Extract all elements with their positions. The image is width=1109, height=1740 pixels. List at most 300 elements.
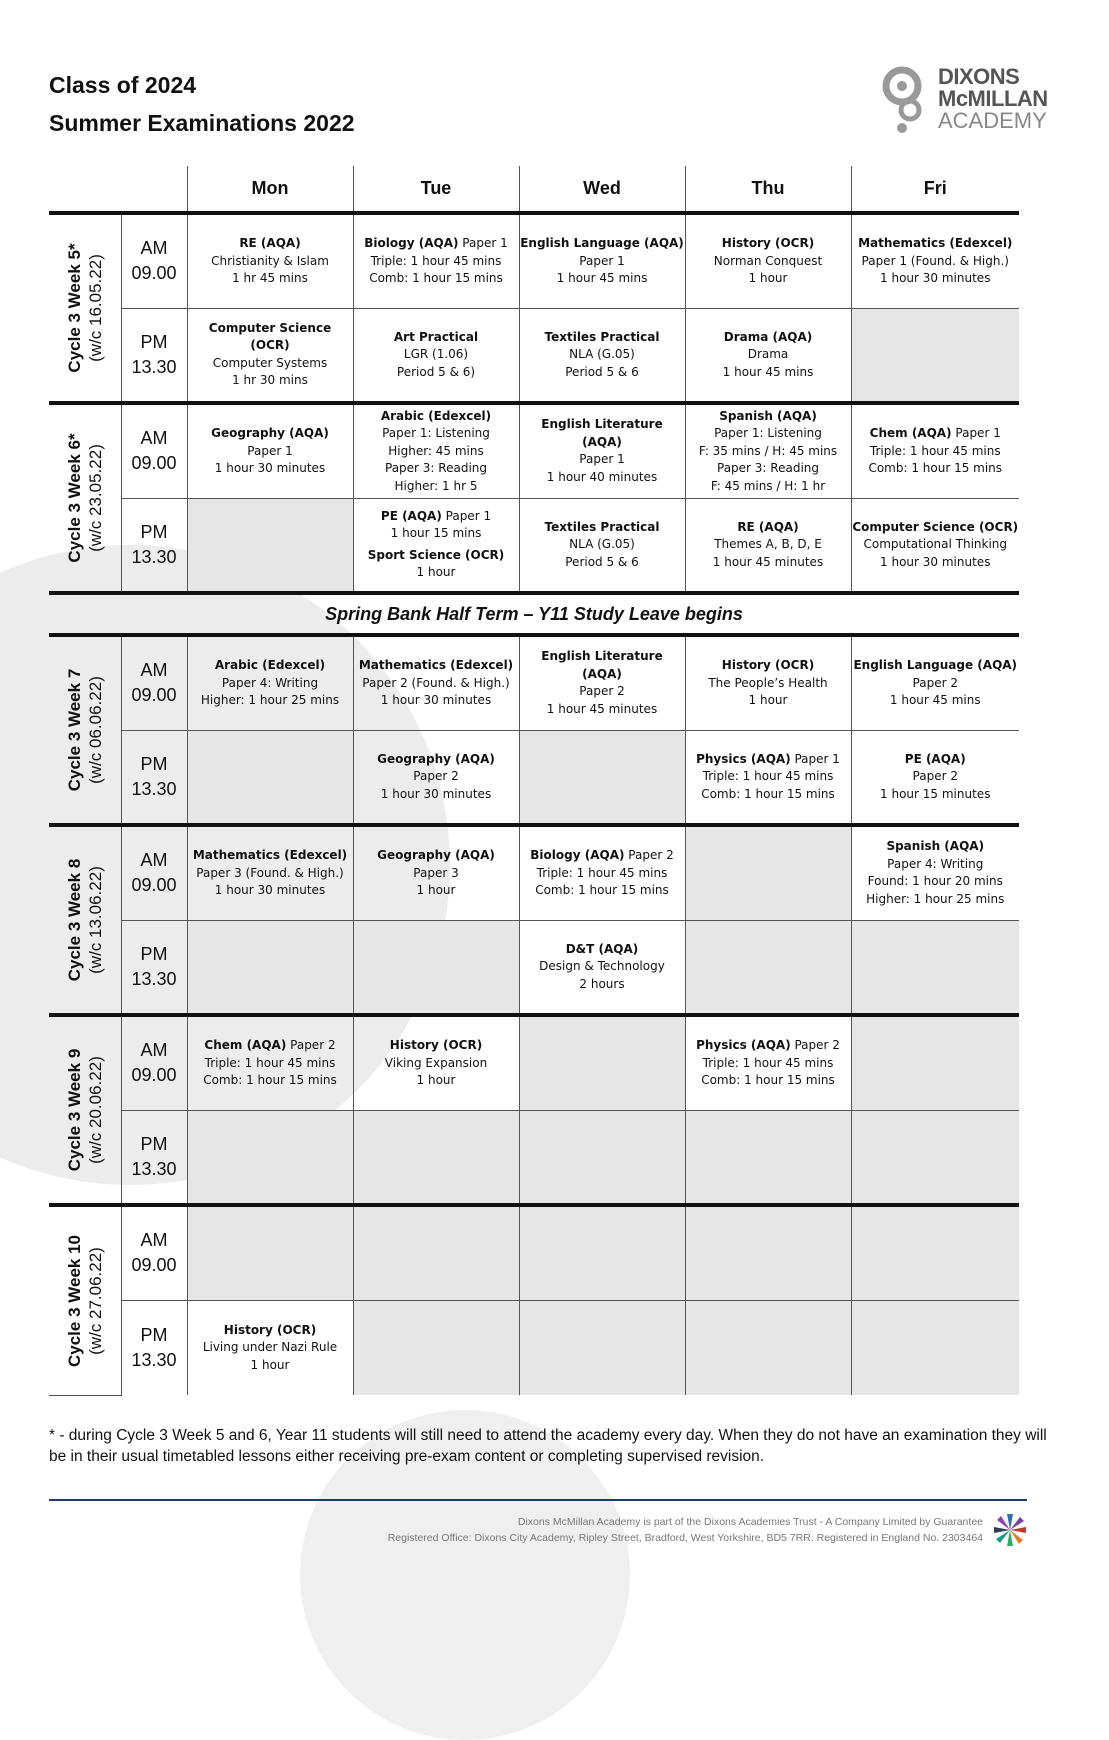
exam-detail: Comb: 1 hour 15 mins bbox=[701, 786, 835, 801]
separator-row bbox=[49, 593, 1019, 635]
am-row bbox=[49, 1015, 1019, 1110]
exam-detail: Comb: 1 hour 15 mins bbox=[868, 461, 1003, 475]
exam-paper: Paper 1 bbox=[790, 751, 840, 766]
exam-cell bbox=[851, 730, 1019, 825]
empty-cell bbox=[851, 1015, 1019, 1110]
exam-subject-line bbox=[520, 847, 685, 865]
exam-detail: Triple: 1 hour 45 mins bbox=[370, 253, 502, 268]
exam-cell bbox=[851, 635, 1019, 730]
exam-subject-line bbox=[354, 751, 519, 769]
exam-subject-line bbox=[354, 408, 519, 426]
exam-subject: Physics (AQA) bbox=[696, 751, 791, 766]
exam-cell bbox=[685, 498, 851, 593]
legal-line: Registered Office: Dixons City Academy, Ripley Street, Bradford, West Yorkshire, BD5 7RR. Registered in England No. 2303464 bbox=[387, 1532, 983, 1544]
exam-detail: 1 hour bbox=[748, 693, 788, 707]
slot-label: AM bbox=[140, 850, 168, 871]
exam-subject-line bbox=[188, 235, 353, 253]
day-header-row bbox=[49, 166, 1019, 213]
am-row bbox=[49, 825, 1019, 920]
exam-detail: 1 hour 30 minutes bbox=[880, 554, 991, 569]
pm-slot bbox=[121, 308, 187, 403]
day-header: Fri bbox=[851, 166, 1019, 213]
exam-subject: English Literature (AQA) bbox=[541, 417, 663, 449]
exam-cell bbox=[187, 825, 353, 920]
exam-cell bbox=[519, 635, 685, 730]
exam-subject-line bbox=[852, 519, 1020, 537]
week-title: Cycle 3 Week 5* bbox=[64, 243, 84, 373]
slot-label: AM bbox=[140, 1230, 168, 1251]
exam-subject-line bbox=[686, 519, 851, 537]
slot-time: 13.30 bbox=[131, 778, 177, 799]
week-label-cell bbox=[49, 825, 121, 1015]
exam-subject: Physics (AQA) bbox=[696, 1038, 791, 1052]
am-slot bbox=[121, 403, 187, 498]
slot-label: PM bbox=[140, 753, 168, 774]
slot-time: 09.00 bbox=[131, 1255, 177, 1276]
exam-subject: PE (AQA) bbox=[904, 751, 966, 766]
exam-cell bbox=[353, 403, 519, 498]
slot-time: 09.00 bbox=[131, 875, 177, 896]
exam-cell bbox=[851, 213, 1019, 308]
exam-subject-line bbox=[188, 657, 353, 675]
day-header: Thu bbox=[685, 166, 851, 213]
exam-detail: 1 hour 15 minutes bbox=[880, 786, 991, 801]
exam-detail: Triple: 1 hour 45 mins bbox=[536, 865, 668, 880]
week-commencing: (w/c 16.05.22) bbox=[85, 254, 105, 362]
empty-cell bbox=[685, 825, 851, 920]
exam-detail: 1 hour bbox=[416, 565, 456, 580]
exam-detail: 1 hour 45 minutes bbox=[712, 554, 824, 569]
week-title: Cycle 3 Week 6* bbox=[64, 433, 84, 563]
exam-detail: NLA (G.05) bbox=[569, 347, 635, 361]
exam-detail: Triple: 1 hour 45 mins bbox=[702, 1055, 834, 1070]
exam-subject-line bbox=[520, 235, 685, 253]
exam-cell bbox=[353, 825, 519, 920]
empty-cell bbox=[519, 1015, 685, 1110]
empty-cell bbox=[519, 730, 685, 825]
exam-cell bbox=[353, 213, 519, 308]
exam-cell bbox=[187, 308, 353, 403]
footer-divider bbox=[49, 1499, 1027, 1501]
exam-cell bbox=[685, 730, 851, 825]
exam-subject-line bbox=[686, 329, 851, 347]
week-commencing: (w/c 13.06.22) bbox=[85, 866, 105, 974]
empty-cell bbox=[353, 1300, 519, 1395]
am-row bbox=[49, 403, 1019, 498]
week-label-cell bbox=[49, 635, 121, 825]
exam-subject-line bbox=[852, 235, 1020, 253]
exam-detail: Higher: 1 hour 25 mins bbox=[866, 891, 1005, 906]
exam-cell bbox=[685, 308, 851, 403]
week-commencing: (w/c 20.06.22) bbox=[85, 1056, 105, 1164]
exam-detail: 1 hour bbox=[250, 1357, 290, 1372]
week-commencing: (w/c 06.06.22) bbox=[85, 676, 105, 784]
empty-cell bbox=[353, 1110, 519, 1205]
exam-subject: Mathematics (Edexcel) bbox=[358, 658, 514, 672]
exam-detail: Period 5 & 6) bbox=[396, 364, 476, 379]
empty-cell bbox=[187, 498, 353, 593]
exam-detail: Comb: 1 hour 15 mins bbox=[203, 1073, 337, 1087]
week-label-cell bbox=[49, 213, 121, 403]
exam-cell bbox=[685, 1015, 851, 1110]
exam-detail: Found: 1 hour 20 mins bbox=[867, 874, 1003, 889]
exam-detail: 1 hour bbox=[416, 883, 456, 897]
exam-paper: Paper 2 bbox=[790, 1038, 840, 1052]
exam-subject: Geography (AQA) bbox=[377, 751, 495, 766]
academy-logo-icon bbox=[880, 66, 936, 138]
exam-subject: RE (AQA) bbox=[239, 236, 301, 250]
slot-time: 09.00 bbox=[131, 1065, 177, 1086]
exam-detail: Paper 3: Reading bbox=[385, 461, 487, 475]
exam-subject-line bbox=[354, 508, 519, 526]
exam-detail: 1 hour 30 minutes bbox=[214, 461, 326, 475]
week-commencing: (w/c 27.06.22) bbox=[85, 1246, 105, 1355]
exam-detail: Paper 1: Listening bbox=[382, 426, 490, 440]
pm-row bbox=[49, 920, 1019, 1015]
exam-detail: Period 5 & 6 bbox=[565, 554, 639, 569]
exam-detail: Higher: 1 hr 5 bbox=[394, 478, 478, 493]
am-slot bbox=[121, 1205, 187, 1300]
am-row bbox=[49, 1205, 1019, 1300]
week-title: Cycle 3 Week 9 bbox=[64, 1048, 84, 1172]
half-term-banner: Spring Bank Half Term – Y11 Study Leave begins bbox=[49, 593, 1019, 635]
footnote: * - during Cycle 3 Week 5 and 6, Year 11 students will still need to attend the academy every day. When they do not have an examination they will be in their usual timetabled lessons either receiving pre-exam content or completing supervised revision. bbox=[49, 1427, 1047, 1465]
slot-label: PM bbox=[140, 943, 168, 964]
exam-subject-line bbox=[188, 1037, 353, 1055]
exam-subject: Chem (AQA) bbox=[204, 1038, 287, 1052]
exam-paper: Paper 2 bbox=[624, 848, 674, 862]
exam-subject-line bbox=[852, 751, 1020, 769]
exam-detail: Comb: 1 hour 15 mins bbox=[369, 271, 503, 285]
am-row bbox=[49, 635, 1019, 730]
week-label bbox=[64, 1049, 106, 1172]
week-title: Cycle 3 Week 7 bbox=[64, 668, 84, 792]
empty-cell bbox=[353, 920, 519, 1015]
exam-cell bbox=[353, 1015, 519, 1110]
empty-cell bbox=[187, 1110, 353, 1205]
exam-subject-line bbox=[852, 425, 1020, 443]
week-label bbox=[64, 1235, 106, 1367]
exam-detail: Viking Expansion bbox=[384, 1055, 488, 1070]
exam-subject: Arabic (Edexcel) bbox=[214, 658, 326, 672]
empty-cell bbox=[851, 1205, 1019, 1300]
exam-detail: Paper 1 (Found. & High.) bbox=[861, 253, 1009, 268]
exam-cell bbox=[851, 825, 1019, 920]
slot-label: PM bbox=[140, 331, 168, 352]
exam-cell bbox=[353, 498, 519, 593]
exam-detail: Paper 2 (Found. & High.) bbox=[362, 675, 510, 690]
exam-detail: Higher: 1 hour 25 mins bbox=[200, 693, 340, 707]
exam-detail: F: 45 mins / H: 1 hr bbox=[710, 478, 826, 493]
exam-detail: Paper 3: Reading bbox=[717, 461, 819, 475]
week-label bbox=[64, 243, 106, 372]
exam-subject: Geography (AQA) bbox=[211, 426, 329, 440]
exam-detail: Computational Thinking bbox=[863, 537, 1008, 551]
pm-slot bbox=[121, 1300, 187, 1395]
slot-time: 13.30 bbox=[131, 546, 177, 567]
slot-label: AM bbox=[140, 660, 168, 681]
exam-cell bbox=[519, 308, 685, 403]
exam-cell bbox=[353, 730, 519, 825]
slot-time: 13.30 bbox=[131, 1158, 177, 1179]
exam-subject-line bbox=[354, 847, 519, 865]
exam-subject: Biology (AQA) bbox=[530, 848, 625, 862]
week-label-cell bbox=[49, 1015, 121, 1205]
exam-subject-line bbox=[354, 329, 519, 347]
exam-detail: Paper 1 bbox=[247, 443, 293, 458]
exam-subject-line bbox=[354, 657, 519, 675]
pm-row bbox=[49, 1110, 1019, 1205]
exam-detail: Paper 2 bbox=[912, 675, 958, 690]
slot-time: 13.30 bbox=[131, 968, 177, 989]
exam-subject: History (OCR) bbox=[223, 1322, 317, 1337]
exam-detail: Drama bbox=[747, 347, 789, 361]
empty-cell bbox=[851, 1300, 1019, 1395]
exam-subject-line bbox=[852, 657, 1020, 675]
exam-detail: Triple: 1 hour 45 mins bbox=[204, 1055, 336, 1070]
exam-subject-line bbox=[686, 1037, 851, 1055]
pm-slot bbox=[121, 498, 187, 593]
exam-subject-line bbox=[520, 519, 685, 537]
exam-subject: Computer Science (OCR) bbox=[208, 320, 332, 353]
week-label bbox=[64, 669, 106, 792]
exam-subject-line bbox=[852, 838, 1020, 856]
am-slot bbox=[121, 213, 187, 308]
empty-cell bbox=[685, 1205, 851, 1300]
exam-detail: Paper 2 bbox=[579, 684, 625, 699]
exam-subject-line bbox=[520, 416, 685, 451]
slot-time: 09.00 bbox=[131, 685, 177, 706]
logo-text-dixons: DIXONS bbox=[938, 64, 1020, 89]
day-header: Tue bbox=[353, 166, 519, 213]
exam-subject: History (OCR) bbox=[721, 236, 815, 250]
slot-label: AM bbox=[140, 1040, 168, 1061]
exam-subject-line bbox=[188, 847, 353, 865]
exam-subject: Mathematics (Edexcel) bbox=[858, 236, 1013, 250]
pm-row bbox=[49, 730, 1019, 825]
empty-cell bbox=[685, 1300, 851, 1395]
exam-subject: English Literature (AQA) bbox=[541, 649, 663, 681]
exam-subject: Biology (AQA) bbox=[364, 236, 459, 250]
page-subtitle: Summer Examinations 2022 bbox=[49, 110, 355, 136]
exam-subject: Arabic (Edexcel) bbox=[380, 408, 492, 423]
exam-subject-line bbox=[686, 408, 851, 426]
exam-paper: Paper 1 bbox=[458, 236, 508, 250]
week-label bbox=[64, 433, 106, 562]
exam-detail: Paper 3 bbox=[413, 865, 459, 880]
slot-time: 09.00 bbox=[131, 263, 177, 284]
exam-detail: Norman Conquest bbox=[713, 253, 823, 268]
exam-detail: 1 hour 30 minutes bbox=[380, 786, 492, 801]
pm-row bbox=[49, 308, 1019, 403]
exam-subject-line bbox=[188, 1322, 353, 1340]
exam-detail: NLA (G.05) bbox=[569, 537, 635, 551]
exam-subject: Art Practical bbox=[393, 329, 479, 344]
exam-detail: Paper 3 (Found. & High.) bbox=[196, 865, 344, 880]
exam-cell bbox=[187, 213, 353, 308]
pm-row bbox=[49, 1300, 1019, 1395]
exam-subject: PE (AQA) bbox=[380, 508, 442, 523]
slot-label: AM bbox=[140, 238, 168, 259]
empty-cell bbox=[851, 308, 1019, 403]
exam-detail: Triple: 1 hour 45 mins bbox=[702, 769, 834, 783]
pm-slot bbox=[121, 1110, 187, 1205]
exam-subject: Geography (AQA) bbox=[377, 848, 495, 862]
empty-cell bbox=[519, 1205, 685, 1300]
legal-line: Dixons McMillan Academy is part of the Dixons Academies Trust - A Company Limited by Guarantee bbox=[517, 1516, 983, 1528]
slot-label: PM bbox=[140, 1133, 168, 1154]
exam-detail: 1 hour 15 mins bbox=[390, 526, 482, 541]
exam-subject: Spanish (AQA) bbox=[886, 839, 985, 854]
trust-star-icon bbox=[990, 1510, 1030, 1550]
exam-paper: Paper 1 bbox=[951, 426, 1001, 440]
exam-cell bbox=[187, 635, 353, 730]
exam-detail: Paper 2 bbox=[413, 769, 459, 783]
exam-detail: Paper 1 bbox=[579, 452, 625, 467]
exam-detail: Paper 4: Writing bbox=[221, 675, 319, 690]
exam-detail: 1 hour 30 minutes bbox=[214, 883, 326, 897]
exam-subject-line bbox=[686, 235, 851, 253]
exam-timetable bbox=[49, 166, 1019, 1396]
slot-time: 09.00 bbox=[131, 453, 177, 474]
exam-detail: Paper 1 bbox=[579, 253, 625, 268]
exam-subject: History (OCR) bbox=[721, 658, 815, 672]
exam-subject: Mathematics (Edexcel) bbox=[192, 848, 348, 862]
exam-cell bbox=[187, 403, 353, 498]
exam-cell bbox=[519, 498, 685, 593]
exam-subject: Spanish (AQA) bbox=[719, 408, 817, 423]
slot-time: 13.30 bbox=[131, 356, 177, 377]
exam-cell bbox=[685, 213, 851, 308]
week-title: Cycle 3 Week 8 bbox=[64, 858, 84, 982]
exam-cell bbox=[353, 308, 519, 403]
exam-detail: 1 hr 45 mins bbox=[232, 271, 308, 285]
exam-detail: The People’s Health bbox=[708, 675, 828, 690]
exam-paper: Paper 2 bbox=[286, 1038, 336, 1052]
week-commencing: (w/c 23.05.22) bbox=[85, 444, 105, 552]
page-title: Class of 2024 bbox=[49, 72, 197, 98]
exam-detail: 2 hours bbox=[579, 976, 625, 991]
exam-detail: Themes A, B, D, E bbox=[714, 537, 822, 551]
exam-detail: Triple: 1 hour 45 mins bbox=[869, 443, 1001, 458]
exam-detail: 1 hr 30 mins bbox=[232, 373, 308, 388]
exam-detail: Paper 4: Writing bbox=[887, 856, 984, 871]
am-row bbox=[49, 213, 1019, 308]
exam-cell bbox=[519, 825, 685, 920]
exam-subject: Textiles Practical bbox=[544, 519, 660, 534]
exam-detail: Paper 1: Listening bbox=[714, 426, 822, 440]
exam-detail: Higher: 45 mins bbox=[388, 443, 484, 458]
exam-subject-line bbox=[520, 941, 685, 959]
slot-time: 13.30 bbox=[131, 1349, 177, 1370]
academy-logo bbox=[880, 66, 1060, 146]
exam-detail: Design & Technology bbox=[539, 959, 665, 973]
pm-slot bbox=[121, 730, 187, 825]
slot-label: PM bbox=[140, 521, 168, 542]
exam-detail: 1 hour 30 minutes bbox=[380, 693, 492, 707]
empty-cell bbox=[519, 1110, 685, 1205]
exam-detail: Comb: 1 hour 15 mins bbox=[701, 1073, 835, 1087]
exam-subject: History (OCR) bbox=[389, 1038, 483, 1052]
empty-cell bbox=[353, 1205, 519, 1300]
exam-detail: 1 hour 45 minutes bbox=[546, 701, 658, 716]
empty-cell bbox=[851, 920, 1019, 1015]
header-blank bbox=[49, 166, 187, 213]
pm-row bbox=[49, 498, 1019, 593]
exam-subject: Drama (AQA) bbox=[723, 329, 813, 344]
exam-subject-line bbox=[188, 320, 353, 355]
exam-subject: Computer Science (OCR) bbox=[852, 519, 1019, 534]
exam-cell bbox=[851, 403, 1019, 498]
exam-detail: 1 hour bbox=[416, 1073, 456, 1087]
exam-subject-line bbox=[188, 425, 353, 443]
exam-subject: RE (AQA) bbox=[737, 519, 799, 534]
week-title: Cycle 3 Week 10 bbox=[64, 1234, 84, 1367]
week-label-cell bbox=[49, 1205, 121, 1395]
exam-subject-line bbox=[354, 235, 519, 253]
exam-detail: 1 hour 40 minutes bbox=[546, 469, 658, 484]
exam-detail: Christianity & Islam bbox=[211, 253, 329, 268]
exam-detail: 1 hour 45 mins bbox=[556, 271, 648, 285]
exam-detail: Living under Nazi Rule bbox=[202, 1340, 338, 1354]
exam-cell bbox=[685, 403, 851, 498]
exam-subject: D&T (AQA) bbox=[565, 941, 639, 956]
exam-subject-line bbox=[354, 1037, 519, 1055]
day-header: Mon bbox=[187, 166, 353, 213]
exam-subject-line bbox=[686, 751, 851, 769]
exam-subject: Sport Science (OCR) bbox=[367, 547, 505, 562]
exam-detail: Computer Systems bbox=[212, 355, 328, 370]
exam-cell bbox=[519, 920, 685, 1015]
empty-cell bbox=[519, 1300, 685, 1395]
empty-cell bbox=[685, 920, 851, 1015]
exam-cell bbox=[187, 1300, 353, 1395]
exam-detail: 1 hour 45 mins bbox=[889, 693, 981, 707]
empty-cell bbox=[851, 1110, 1019, 1205]
exam-detail: 1 hour 30 minutes bbox=[880, 271, 991, 285]
exam-detail: Comb: 1 hour 15 mins bbox=[535, 883, 669, 897]
exam-cell bbox=[685, 635, 851, 730]
exam-cell bbox=[519, 403, 685, 498]
am-slot bbox=[121, 825, 187, 920]
exam-detail: Paper 2 bbox=[912, 769, 958, 783]
exam-detail: LGR (1.06) bbox=[403, 347, 469, 361]
exam-cell bbox=[519, 213, 685, 308]
logo-text-mcmillan: McMILLAN bbox=[938, 86, 1048, 111]
legal-text bbox=[388, 1514, 983, 1546]
am-slot bbox=[121, 1015, 187, 1110]
empty-cell bbox=[187, 1205, 353, 1300]
slot-label: AM bbox=[140, 428, 168, 449]
empty-cell bbox=[187, 730, 353, 825]
empty-cell bbox=[187, 920, 353, 1015]
am-slot bbox=[121, 635, 187, 730]
exam-detail: F: 35 mins / H: 45 mins bbox=[698, 443, 838, 458]
slot-label: PM bbox=[140, 1324, 168, 1345]
exam-subject: English Language (AQA) bbox=[520, 236, 684, 250]
exam-cell bbox=[187, 1015, 353, 1110]
exam-paper: Paper 1 bbox=[441, 508, 492, 523]
exam-subject-line bbox=[686, 657, 851, 675]
exam-subject: English Language (AQA) bbox=[853, 658, 1018, 672]
exam-detail: 1 hour 45 mins bbox=[722, 364, 814, 379]
exam-detail: Period 5 & 6 bbox=[565, 364, 639, 379]
exam-cell bbox=[851, 498, 1019, 593]
exam-subject-line bbox=[520, 329, 685, 347]
exam-subject-line bbox=[520, 648, 685, 683]
exam-subject: Chem (AQA) bbox=[869, 426, 952, 440]
exam-cell bbox=[353, 635, 519, 730]
